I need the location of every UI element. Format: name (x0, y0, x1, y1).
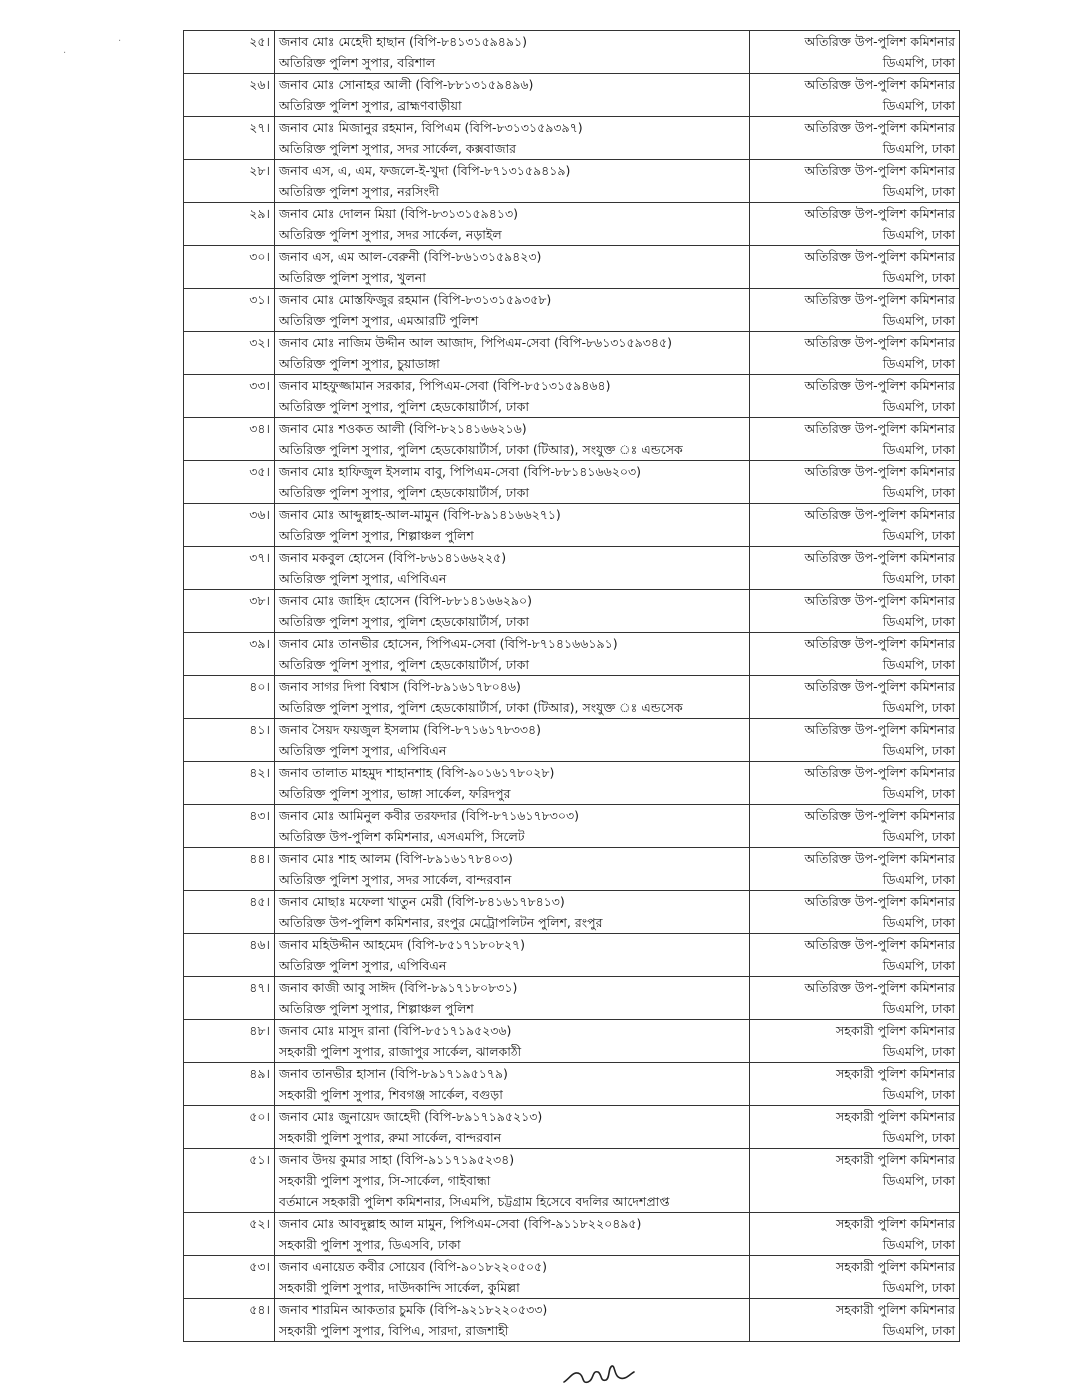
new-post-place: ডিএমপি, ঢাকা (882, 1001, 955, 1016)
new-posting (750, 934, 960, 977)
current-posting: অতিরিক্ত পুলিশ সুপার, খুলনা (279, 270, 426, 285)
current-posting: অতিরিক্ত পুলিশ সুপার, ব্রাহ্মণবাড়ীয়া (279, 98, 462, 113)
new-post-place: ডিএমপি, ঢাকা (882, 829, 955, 844)
serial-number: ৪১। (184, 719, 275, 762)
new-posting (750, 1299, 960, 1342)
new-post-place: ডিএমপি, ঢাকা (882, 227, 955, 242)
new-post-place: ডিএমপি, ঢাকা (882, 442, 955, 457)
signature-mark (560, 1360, 640, 1390)
new-post-title: অতিরিক্ত উপ-পুলিশ কমিশনার (804, 593, 955, 608)
new-post-title: অতিরিক্ত উপ-পুলিশ কমিশনার (804, 292, 955, 307)
officer-details (275, 418, 750, 461)
table-row (184, 719, 960, 762)
officer-details (275, 805, 750, 848)
table-row (184, 117, 960, 160)
current-posting: সহকারী পুলিশ সুপার, সি-সার্কেল, গাইবান্ধা (279, 1173, 491, 1188)
new-posting (750, 1106, 960, 1149)
current-posting: সহকারী পুলিশ সুপার, রুমা সার্কেল, বান্দরবান (279, 1130, 502, 1145)
officer-name: জনাব মোঃ হাফিজুল ইসলাম বাবু, পিপিএম-সেবা (বিপি-৮৮১৪১৬৬২০৩) (279, 464, 641, 479)
table-row (184, 418, 960, 461)
new-posting (750, 547, 960, 590)
new-post-title: অতিরিক্ত উপ-পুলিশ কমিশনার (804, 679, 955, 694)
officer-name: জনাব মোঃ নাজিম উদ্দীন আল আজাদ, পিপিএম-সেবা (বিপি-৮৬১৩১৫৯৩৪৫) (279, 335, 672, 350)
new-post-place: ডিএমপি, ঢাকা (882, 98, 955, 113)
new-posting (750, 590, 960, 633)
new-posting (750, 203, 960, 246)
serial-number: ৩৭। (184, 547, 275, 590)
officer-details (275, 74, 750, 117)
table-row (184, 31, 960, 74)
current-posting: অতিরিক্ত উপ-পুলিশ কমিশনার, রংপুর মেট্রোপলিটন পুলিশ, রংপুর (279, 915, 603, 930)
new-post-title: অতিরিক্ত উপ-পুলিশ কমিশনার (804, 206, 955, 221)
margin-speck: · (63, 48, 67, 59)
serial-number: ৫০। (184, 1106, 275, 1149)
serial-number: ৪৩। (184, 805, 275, 848)
serial-number: ৩১। (184, 289, 275, 332)
officer-details (275, 1213, 750, 1256)
table-row (184, 590, 960, 633)
current-posting: সহকারী পুলিশ সুপার, দাউদকান্দি সার্কেল, কুমিল্লা (279, 1280, 520, 1295)
serial-number: ৪৫। (184, 891, 275, 934)
table-row (184, 461, 960, 504)
new-post-place: ডিএমপি, ঢাকা (882, 571, 955, 586)
officer-name: জনাব মোঃ শাহ আলম (বিপি-৮৯১৬১৭৮৪০৩) (279, 851, 513, 866)
serial-number: ২৮। (184, 160, 275, 203)
new-posting (750, 1020, 960, 1063)
serial-number: ২৭। (184, 117, 275, 160)
new-post-place: ডিএমপি, ঢাকা (882, 657, 955, 672)
current-posting: অতিরিক্ত উপ-পুলিশ কমিশনার, এসএমপি, সিলেট (279, 829, 525, 844)
officer-name: জনাব মহিউদ্দীন আহমেদ (বিপি-৮৫১৭১৮০৮২৭) (279, 937, 525, 952)
current-posting: অতিরিক্ত পুলিশ সুপার, এপিবিএন (279, 958, 447, 973)
new-post-title: অতিরিক্ত উপ-পুলিশ কমিশনার (804, 550, 955, 565)
officer-details (275, 891, 750, 934)
current-posting: অতিরিক্ত পুলিশ সুপার, পুলিশ হেডকোয়ার্টার্স, ঢাকা (279, 485, 529, 500)
officer-details (275, 1299, 750, 1342)
new-posting (750, 1149, 960, 1213)
officer-name: জনাব মোঃ তানভীর হোসেন, পিপিএম-সেবা (বিপি-৮৭১৪১৬৬১৯১) (279, 636, 618, 651)
officer-details (275, 1063, 750, 1106)
officer-details (275, 762, 750, 805)
new-post-place: ডিএমপি, ঢাকা (882, 915, 955, 930)
current-posting: সহকারী পুলিশ সুপার, বিপিএ, সারদা, রাজশাহী (279, 1323, 509, 1338)
new-post-place: ডিএমপি, ঢাকা (882, 313, 955, 328)
current-posting: অতিরিক্ত পুলিশ সুপার, পুলিশ হেডকোয়ার্টার্স, ঢাকা (টিআর), সংযুক্ত ঃ এন্ডসেক (279, 700, 683, 715)
current-posting: অতিরিক্ত পুলিশ সুপার, এমআরটি পুলিশ (279, 313, 479, 328)
table-row (184, 504, 960, 547)
table-row (184, 1063, 960, 1106)
new-posting (750, 805, 960, 848)
new-posting (750, 461, 960, 504)
new-post-title: অতিরিক্ত উপ-পুলিশ কমিশনার (804, 937, 955, 952)
officer-name: জনাব মোঃ আমিনুল কবীর তরফদার (বিপি-৮৭১৬১৭৮৩০৩) (279, 808, 579, 823)
officer-details (275, 848, 750, 891)
officer-details (275, 633, 750, 676)
current-posting: অতিরিক্ত পুলিশ সুপার, বরিশাল (279, 55, 436, 70)
officer-details (275, 117, 750, 160)
new-posting (750, 375, 960, 418)
new-post-place: ডিএমপি, ঢাকা (882, 1323, 955, 1338)
new-post-title: অতিরিক্ত উপ-পুলিশ কমিশনার (804, 120, 955, 135)
officer-name: জনাব মোঃ সোনাহর আলী (বিপি-৮৮১৩১৫৯৪৯৬) (279, 77, 534, 92)
serial-number: ৩২। (184, 332, 275, 375)
new-post-place: ডিএমপি, ঢাকা (882, 184, 955, 199)
table-row (184, 1020, 960, 1063)
officer-name: জনাব মোঃ মাসুদ রানা (বিপি-৮৫১৭১৯৫২৩৬) (279, 1023, 512, 1038)
new-post-title: অতিরিক্ত উপ-পুলিশ কমিশনার (804, 808, 955, 823)
officer-details (275, 1020, 750, 1063)
margin-speck: · (118, 36, 122, 47)
officer-details (275, 590, 750, 633)
officer-name: জনাব মোঃ দোলন মিয়া (বিপি-৮৩১৩১৫৯৪১৩) (279, 206, 518, 221)
serial-number: ৫১। (184, 1149, 275, 1213)
new-post-title: সহকারী পুলিশ কমিশনার (836, 1259, 955, 1274)
serial-number: ৪২। (184, 762, 275, 805)
current-posting: অতিরিক্ত পুলিশ সুপার, পুলিশ হেডকোয়ার্টার্স, ঢাকা (279, 657, 529, 672)
table-row (184, 1149, 960, 1213)
officer-details (275, 332, 750, 375)
table-row (184, 805, 960, 848)
new-post-place: ডিএমপি, ঢাকা (882, 786, 955, 801)
current-posting: সহকারী পুলিশ সুপার, ডিএসবি, ঢাকা (279, 1237, 461, 1252)
serial-number: ৩৮। (184, 590, 275, 633)
officer-name: জনাব মোঃ জুনায়েদ জাহেদী (বিপি-৮৯১৭১৯৫২১৩) (279, 1109, 543, 1124)
new-post-title: অতিরিক্ত উপ-পুলিশ কমিশনার (804, 378, 955, 393)
new-posting (750, 418, 960, 461)
current-posting: অতিরিক্ত পুলিশ সুপার, পুলিশ হেডকোয়ার্টার্স, ঢাকা (279, 399, 529, 414)
officer-name: জনাব এস, এম আল-বেরুনী (বিপি-৮৬১৩১৫৯৪২৩) (279, 249, 542, 264)
new-posting (750, 246, 960, 289)
officer-name: জনাব মাহফুজ্জামান সরকার, পিপিএম-সেবা (বিপি-৮৫১৩১৫৯৪৬৪) (279, 378, 611, 393)
officer-name: জনাব মোঃ জাহিদ হোসেন (বিপি-৮৮১৪১৬৬২৯০) (279, 593, 532, 608)
new-posting (750, 504, 960, 547)
officer-name: জনাব কাজী আবু সাঈদ (বিপি-৮৯১৭১৮০৮৩১) (279, 980, 518, 995)
new-post-title: সহকারী পুলিশ কমিশনার (836, 1109, 955, 1124)
new-posting (750, 1213, 960, 1256)
current-posting: অতিরিক্ত পুলিশ সুপার, চুয়াডাঙ্গা (279, 356, 440, 371)
serial-number: ২৫। (184, 31, 275, 74)
serial-number: ৪৬। (184, 934, 275, 977)
transfer-list-table (183, 30, 960, 1342)
new-post-place: ডিএমপি, ঢাকা (882, 1130, 955, 1145)
current-posting: অতিরিক্ত পুলিশ সুপার, এপিবিএন (279, 571, 447, 586)
table-row (184, 633, 960, 676)
new-post-place: ডিএমপি, ঢাকা (882, 528, 955, 543)
officer-name: জনাব মোঃ আব্দুল্লাহ-আল-মামুন (বিপি-৮৯১৪১৬৬২৭১) (279, 507, 561, 522)
table-row (184, 246, 960, 289)
table-row (184, 160, 960, 203)
new-post-title: অতিরিক্ত উপ-পুলিশ কমিশনার (804, 980, 955, 995)
officer-details (275, 504, 750, 547)
new-post-place: ডিএমপি, ঢাকা (882, 1044, 955, 1059)
officer-details (275, 547, 750, 590)
current-posting: অতিরিক্ত পুলিশ সুপার, নরসিংদী (279, 184, 439, 199)
officer-details (275, 375, 750, 418)
new-post-place: ডিএমপি, ঢাকা (882, 743, 955, 758)
officer-name: জনাব মোঃ মিজানুর রহমান, বিপিএম (বিপি-৮৩১৩১৫৯৩৯৭) (279, 120, 583, 135)
table-row (184, 1106, 960, 1149)
new-posting (750, 848, 960, 891)
officer-name: জনাব মোঃ মেহেদী হাছান (বিপি-৮৪১৩১৫৯৪৯১) (279, 34, 528, 49)
new-posting (750, 676, 960, 719)
new-post-place: ডিএমপি, ঢাকা (882, 55, 955, 70)
new-post-place: ডিএমপি, ঢাকা (882, 356, 955, 371)
new-post-title: অতিরিক্ত উপ-পুলিশ কমিশনার (804, 34, 955, 49)
officer-details (275, 246, 750, 289)
officer-name: জনাব মোছাঃ মফেলা খাতুন মেরী (বিপি-৮৪১৬১৭৮৪১৩) (279, 894, 565, 909)
new-post-place: ডিএমপি, ঢাকা (882, 485, 955, 500)
table-row (184, 934, 960, 977)
officer-name: জনাব এনায়েত কবীর সোয়েব (বিপি-৯০১৮২২০৫০৫) (279, 1259, 547, 1274)
officer-details (275, 289, 750, 332)
new-post-title: অতিরিক্ত উপ-পুলিশ কমিশনার (804, 507, 955, 522)
officer-name: জনাব এস, এ, এম, ফজলে-ই-খুদা (বিপি-৮৭১৩১৫৯৪১৯) (279, 163, 571, 178)
new-post-title: সহকারী পুলিশ কমিশনার (836, 1023, 955, 1038)
new-post-place: ডিএমপি, ঢাকা (882, 958, 955, 973)
current-posting: অতিরিক্ত পুলিশ সুপার, সদর সার্কেল, কক্সবাজার (279, 141, 517, 156)
officer-name: জনাব মোঃ মোস্তফিজুর রহমান (বিপি-৮৩১৩১৫৯৩৫৮) (279, 292, 552, 307)
new-post-place: ডিএমপি, ঢাকা (882, 1237, 955, 1252)
new-posting (750, 117, 960, 160)
officer-name: জনাব শারমিন আকতার চুমকি (বিপি-৯২১৮২২০৫৩৩) (279, 1302, 548, 1317)
table-row (184, 289, 960, 332)
table-row (184, 762, 960, 805)
new-post-place: ডিএমপি, ঢাকা (882, 399, 955, 414)
serial-number: ৫২। (184, 1213, 275, 1256)
table-body (184, 31, 960, 1342)
new-post-place: ডিএমপি, ঢাকা (882, 1087, 955, 1102)
current-posting: অতিরিক্ত পুলিশ সুপার, পুলিশ হেডকোয়ার্টার্স, ঢাকা (টিআর), সংযুক্ত ঃ এন্ডসেক (279, 442, 683, 457)
current-posting: অতিরিক্ত পুলিশ সুপার, শিল্পাঞ্চল পুলিশ (279, 528, 474, 543)
new-post-title: অতিরিক্ত উপ-পুলিশ কমিশনার (804, 636, 955, 651)
current-posting: সহকারী পুলিশ সুপার, রাজাপুর সার্কেল, ঝালকাঠী (279, 1044, 522, 1059)
new-post-place: ডিএমপি, ঢাকা (882, 1280, 955, 1295)
new-posting (750, 74, 960, 117)
officer-name: জনাব উদয় কুমার সাহা (বিপি-৯১১৭১৯৫২৩৪) (279, 1152, 515, 1167)
new-posting (750, 289, 960, 332)
new-post-title: অতিরিক্ত উপ-পুলিশ কমিশনার (804, 335, 955, 350)
new-posting (750, 1063, 960, 1106)
serial-number: ৩৫। (184, 461, 275, 504)
new-post-title: সহকারী পুলিশ কমিশনার (836, 1302, 955, 1317)
officer-details (275, 1149, 750, 1213)
new-post-title: অতিরিক্ত উপ-পুলিশ কমিশনার (804, 249, 955, 264)
serial-number: ৩০। (184, 246, 275, 289)
officer-details (275, 160, 750, 203)
serial-number: ৫৩। (184, 1256, 275, 1299)
new-post-place: ডিএমপি, ঢাকা (882, 872, 955, 887)
new-post-place: ডিএমপি, ঢাকা (882, 700, 955, 715)
table-row (184, 547, 960, 590)
serial-number: ৪৯। (184, 1063, 275, 1106)
officer-details (275, 1106, 750, 1149)
serial-number: ২৬। (184, 74, 275, 117)
officer-name: জনাব মোঃ শওকত আলী (বিপি-৮২১৪১৬৬২১৬) (279, 421, 527, 436)
officer-name: জনাব তালাত মাহমুদ শাহানশাহ (বিপি-৯০১৬১৭৮০২৮) (279, 765, 555, 780)
new-post-title: অতিরিক্ত উপ-পুলিশ কমিশনার (804, 77, 955, 92)
serial-number: ৪৭। (184, 977, 275, 1020)
new-post-place: ডিএমপি, ঢাকা (882, 1173, 955, 1188)
new-posting (750, 977, 960, 1020)
serial-number: ৩৪। (184, 418, 275, 461)
officer-details (275, 31, 750, 74)
current-posting: অতিরিক্ত পুলিশ সুপার, ভাঙ্গা সার্কেল, ফরিদপুর (279, 786, 511, 801)
officer-details (275, 977, 750, 1020)
table-row (184, 332, 960, 375)
table-row (184, 375, 960, 418)
table-row (184, 891, 960, 934)
new-post-place: ডিএমপি, ঢাকা (882, 270, 955, 285)
table-row (184, 676, 960, 719)
new-post-place: ডিএমপি, ঢাকা (882, 141, 955, 156)
new-post-title: অতিরিক্ত উপ-পুলিশ কমিশনার (804, 464, 955, 479)
current-posting: সহকারী পুলিশ সুপার, শিবগঞ্জ সার্কেল, বগুড়া (279, 1087, 503, 1102)
officer-details (275, 676, 750, 719)
officer-details (275, 719, 750, 762)
officer-details (275, 203, 750, 246)
table-row (184, 1213, 960, 1256)
new-post-title: অতিরিক্ত উপ-পুলিশ কমিশনার (804, 851, 955, 866)
officer-details (275, 461, 750, 504)
new-posting (750, 762, 960, 805)
current-posting: অতিরিক্ত পুলিশ সুপার, শিল্পাঞ্চল পুলিশ (279, 1001, 474, 1016)
table-row (184, 1299, 960, 1342)
serial-number: ৫৪। (184, 1299, 275, 1342)
table-row (184, 977, 960, 1020)
serial-number: ২৯। (184, 203, 275, 246)
serial-number: ৩৯। (184, 633, 275, 676)
new-posting (750, 719, 960, 762)
new-post-place: ডিএমপি, ঢাকা (882, 614, 955, 629)
officer-name: জনাব মকবুল হোসেন (বিপি-৮৬১৪১৬৬২২৫) (279, 550, 507, 565)
officer-name: জনাব সৈয়দ ফয়জুল ইসলাম (বিপি-৮৭১৬১৭৮৩৩৪) (279, 722, 542, 737)
current-posting: অতিরিক্ত পুলিশ সুপার, সদর সার্কেল, বান্দরবান (279, 872, 512, 887)
table-row (184, 203, 960, 246)
officer-details (275, 1256, 750, 1299)
serial-number: ৩৩। (184, 375, 275, 418)
new-post-title: অতিরিক্ত উপ-পুলিশ কমিশনার (804, 163, 955, 178)
serial-number: ৪০। (184, 676, 275, 719)
new-posting (750, 1256, 960, 1299)
new-post-title: সহকারী পুলিশ কমিশনার (836, 1152, 955, 1167)
new-post-title: অতিরিক্ত উপ-পুলিশ কমিশনার (804, 894, 955, 909)
new-posting (750, 31, 960, 74)
serial-number: ৩৬। (184, 504, 275, 547)
officer-name: জনাব তানভীর হাসান (বিপি-৮৯১৭১৯৫১৭৯) (279, 1066, 508, 1081)
table-row (184, 1256, 960, 1299)
new-post-title: সহকারী পুলিশ কমিশনার (836, 1216, 955, 1231)
serial-number: ৪৪। (184, 848, 275, 891)
posting-note: বর্তমানে সহকারী পুলিশ কমিশনার, সিএমপি, চট্টগ্রাম হিসেবে বদলির আদেশপ্রাপ্ত (279, 1194, 670, 1209)
new-post-title: অতিরিক্ত উপ-পুলিশ কমিশনার (804, 765, 955, 780)
officer-details (275, 934, 750, 977)
new-posting (750, 160, 960, 203)
current-posting: অতিরিক্ত পুলিশ সুপার, সদর সার্কেল, নড়াইল (279, 227, 502, 242)
new-post-title: অতিরিক্ত উপ-পুলিশ কমিশনার (804, 421, 955, 436)
new-post-title: অতিরিক্ত উপ-পুলিশ কমিশনার (804, 722, 955, 737)
new-post-title: সহকারী পুলিশ কমিশনার (836, 1066, 955, 1081)
officer-name: জনাব সাগর দিপা বিশ্বাস (বিপি-৮৯১৬১৭৮০৪৬) (279, 679, 521, 694)
officer-name: জনাব মোঃ আবদুল্লাহ আল মামুন, পিপিএম-সেবা (বিপি-৯১১৮২২০৪৯৫) (279, 1216, 642, 1231)
new-posting (750, 633, 960, 676)
new-posting (750, 332, 960, 375)
current-posting: অতিরিক্ত পুলিশ সুপার, এপিবিএন (279, 743, 447, 758)
table-row (184, 848, 960, 891)
current-posting: অতিরিক্ত পুলিশ সুপার, পুলিশ হেডকোয়ার্টার্স, ঢাকা (279, 614, 529, 629)
new-posting (750, 891, 960, 934)
serial-number: ৪৮। (184, 1020, 275, 1063)
table-row (184, 74, 960, 117)
